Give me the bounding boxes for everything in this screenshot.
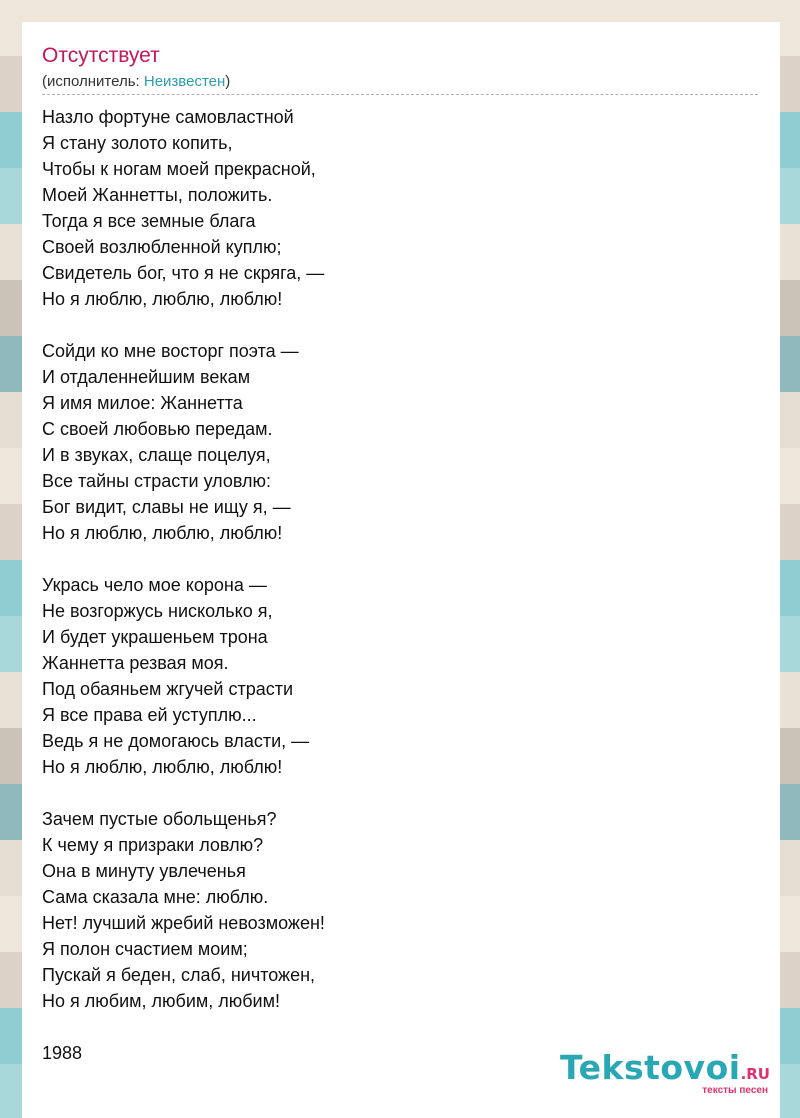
logo-main-text: Tekstovoi <box>560 1048 741 1087</box>
site-logo[interactable] <box>560 1048 770 1096</box>
lyric-line: Моей Жаннетты, положить. <box>42 185 273 205</box>
stanza <box>42 338 325 546</box>
lyric-line: Своей возлюбленной куплю; <box>42 237 282 257</box>
lyric-line: Назло фортуне самовластной <box>42 107 294 127</box>
lyric-line: Жаннетта резвая моя. <box>42 653 229 673</box>
logo-domain: .RU <box>740 1065 770 1083</box>
lyric-line: И в звуках, слаще поцелуя, <box>42 445 271 465</box>
lyric-line: Пускай я беден, слаб, ничтожен, <box>42 965 316 985</box>
lyric-line: Все тайны страсти уловлю: <box>42 471 272 491</box>
divider <box>42 94 758 95</box>
lyric-line: И будет украшеньем трона <box>42 627 268 647</box>
artist-link[interactable]: Неизвестен <box>143 73 226 90</box>
lyric-line: Но я люблю, люблю, люблю! <box>42 289 283 309</box>
stanza <box>42 572 325 780</box>
artist-prefix: (исполнитель: <box>42 73 144 90</box>
lyric-line: Зачем пустые обольщенья? <box>42 809 277 829</box>
lyric-line: Сама сказала мне: люблю. <box>42 887 269 907</box>
lyric-line: Чтобы к ногам моей прекрасной, <box>42 159 316 179</box>
artist-suffix: ) <box>225 73 231 90</box>
song-title: Отсутствует <box>42 44 160 67</box>
artist-line <box>42 72 230 92</box>
lyric-line: Нет! лучший жребий невозможен! <box>42 913 325 933</box>
lyric-line: Я все права ей уступлю... <box>42 705 257 725</box>
stanza <box>42 806 325 1014</box>
lyric-line: Укрась чело мое корона — <box>42 575 267 595</box>
lyric-line: Бог видит, славы не ищу я, — <box>42 497 291 517</box>
lyric-line: Тогда я все земные блага <box>42 211 256 231</box>
lyric-line: Я стану золото копить, <box>42 133 233 153</box>
lyric-line: Я имя милое: Жаннетта <box>42 393 243 413</box>
lyric-line: Я полон счастием моим; <box>42 939 248 959</box>
lyric-line: Не возгоржусь нисколько я, <box>42 601 273 621</box>
lyric-line: Сойди ко мне восторг поэта — <box>42 341 299 361</box>
lyric-line: С своей любовью передам. <box>42 419 273 439</box>
stanza <box>42 104 325 312</box>
logo-tagline: тексты песен <box>702 1085 768 1096</box>
lyric-line: И отдаленнейшим векам <box>42 367 251 387</box>
lyric-line: Свидетель бог, что я не скряга, — <box>42 263 325 283</box>
lyric-line: К чему я призраки ловлю? <box>42 835 264 855</box>
lyric-line: Ведь я не домогаюсь власти, — <box>42 731 310 751</box>
lyric-line: Но я любим, любим, любим! <box>42 991 280 1011</box>
lyrics-body <box>42 104 325 1040</box>
lyric-line: Она в минуту увлеченья <box>42 861 246 881</box>
song-year: 1988 <box>42 1043 83 1063</box>
lyrics-page <box>22 22 780 1118</box>
lyric-line: Но я люблю, люблю, люблю! <box>42 523 283 543</box>
lyric-line: Под обаяньем жгучей страсти <box>42 679 294 699</box>
lyric-line: Но я люблю, люблю, люблю! <box>42 757 283 777</box>
